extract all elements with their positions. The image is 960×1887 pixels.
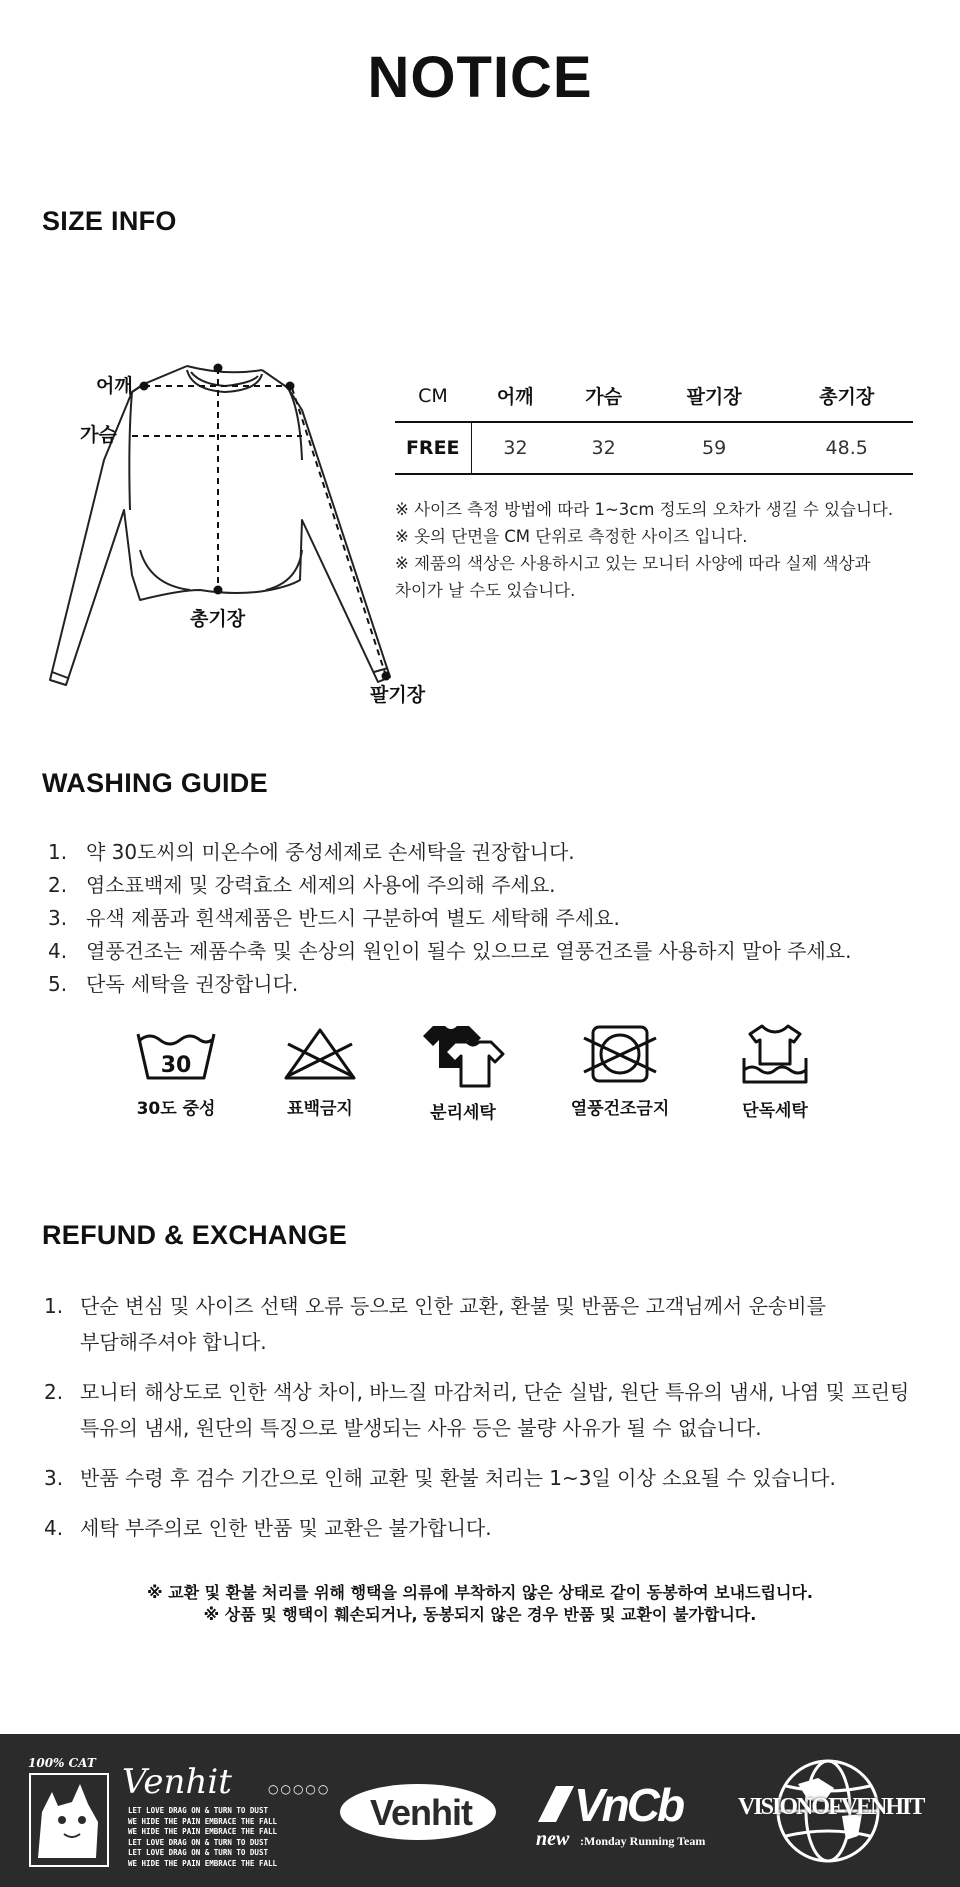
- slash-mark-icon: [536, 1784, 576, 1824]
- logo-100-cat: 100% CAT Venhit ○○○○○ LET LOVE DRAG ON & TURN TO DUST WE HIDE THE PAIN EMBRACE THE FALL WE HIDE THE PAIN EMBRACE THE FALL LET LOVE DRAG ON & TURN TO DUST LET LOVE DRAG ON & TURN TO DUST WE HIDE THE PAIN EMBRACE THE FALL: [28, 1756, 331, 1868]
- size-note: ※ 옷의 단면을 CM 단위로 측정한 사이즈 입니다.: [395, 527, 748, 546]
- cat-illustration-icon: [28, 1772, 110, 1868]
- wash-30-icon: [134, 1024, 218, 1084]
- list-item: 2. 염소표백제 및 강력효소 세제의 사용에 주의해 주세요.: [48, 873, 556, 897]
- size-note: ※ 제품의 색상은 사용하시고 있는 모니터 사양에 따라 실제 색상과: [395, 554, 871, 573]
- list-item: 5. 단독 세탁을 권장합니다.: [48, 972, 299, 996]
- list-item: 4. 세탁 부주의로 인한 반품 및 교환은 불가합니다.: [44, 1516, 492, 1540]
- care-item-separate-wash: [383, 1024, 543, 1123]
- care-label: 열풍건조금지: [570, 1099, 670, 1119]
- size-label: FREE: [395, 422, 471, 474]
- chest-value: 32: [591, 437, 616, 459]
- care-icons: [0, 1024, 960, 1134]
- list-item: 3. 유색 제품과 흰색제품은 반드시 구분하여 별도 세탁해 주세요.: [48, 906, 620, 930]
- logo1-script: Venhit: [122, 1762, 232, 1802]
- refund-heading: REFUND & EXCHANGE: [42, 1220, 348, 1250]
- length-value: 48.5: [825, 437, 868, 459]
- logo1-text-block: LET LOVE DRAG ON & TURN TO DUST WE HIDE THE PAIN EMBRACE THE FALL WE HIDE THE PAIN EMBRACE THE FALL LET LOVE DRAG ON & TURN TO DUST LET LOVE DRAG ON & TURN TO DUST WE HIDE THE PAIN EMBRACE THE FALL: [128, 1806, 278, 1868]
- chest-header: 가슴: [585, 386, 622, 408]
- size-info-heading: SIZE INFO: [42, 206, 177, 236]
- care-label: 30도 중성: [136, 1099, 216, 1119]
- size-table-header-row: [395, 370, 913, 422]
- washing-guide-list: [48, 836, 851, 1001]
- list-item: 1. 약 30도씨의 미온수에 중성세제로 손세탁을 권장합니다.: [48, 840, 575, 864]
- shoulder-header: 어깨: [496, 386, 534, 408]
- size-notes: [395, 496, 915, 604]
- refund-note: ※ 교환 및 환불 처리를 위해 행택을 의류에 부착하지 않은 상태로 같이 동봉하여 보내드립니다.: [147, 1583, 813, 1602]
- length-label: 총기장: [190, 608, 246, 630]
- list-item: 4. 열풍건조는 제품수축 및 손상의 원인이 될수 있으므로 열풍건조를 사용하지 말아 주세요.: [48, 939, 852, 963]
- size-table: [395, 370, 913, 475]
- refund-list: [44, 1288, 924, 1560]
- care-item-no-tumble-dry: [540, 1024, 700, 1119]
- logo-venhit: Venhit: [338, 1780, 504, 1844]
- unit-header: CM: [418, 384, 448, 407]
- sleeve-label: 팔기장: [370, 684, 426, 706]
- wash-temp: 30: [160, 1053, 192, 1078]
- logo-vision-of-venhit: VISIONOFVENHIT: [738, 1756, 918, 1866]
- care-item-wash-30: [96, 1024, 256, 1119]
- care-item-wash-alone: [695, 1024, 855, 1121]
- refund-notes: [0, 1582, 960, 1626]
- care-label: 단독세탁: [742, 1101, 808, 1121]
- care-label: 표백금지: [287, 1099, 353, 1119]
- logo1-dots: ○○○○○: [268, 1782, 331, 1796]
- refund-note: ※ 상품 및 행택이 훼손되거나, 동봉되지 않은 경우 반품 및 교환이 불가합니다.: [203, 1605, 757, 1624]
- separate-wash-icon: [421, 1024, 505, 1088]
- list-item: 1. 단순 변심 및 사이즈 선택 오류 등으로 인한 교환, 환불 및 반품은 고객님께서 운송비를 부담해주셔야 합니다.: [44, 1294, 826, 1354]
- length-header: 총기장: [819, 386, 875, 408]
- sleeve-value: 59: [702, 437, 727, 459]
- care-label: 분리세탁: [430, 1103, 496, 1123]
- page-title: NOTICE: [367, 45, 593, 110]
- chest-label: 가슴: [80, 424, 117, 446]
- table-row: [395, 422, 913, 474]
- shoulder-value: 32: [503, 437, 528, 459]
- shoulder-label: 어깨: [96, 375, 133, 397]
- no-tumble-dry-icon: [580, 1024, 660, 1084]
- size-note: ※ 사이즈 측정 방법에 따라 1~3cm 정도의 오차가 생길 수 있습니다.: [395, 500, 894, 519]
- size-note: 차이가 날 수도 있습니다.: [395, 581, 576, 600]
- logo-vncb: VnCb new :Monday Running Team: [536, 1779, 706, 1850]
- care-item-no-bleach: [240, 1024, 400, 1119]
- sleeve-header: 팔기장: [686, 386, 742, 408]
- no-bleach-icon: [280, 1024, 360, 1084]
- wash-alone-icon: [740, 1024, 810, 1086]
- footer-logos: [0, 1734, 960, 1887]
- list-item: 2. 모니터 해상도로 인한 색상 차이, 바느질 마감처리, 단순 실밥, 원단 특유의 냄새, 나염 및 프린팅 특유의 냄새, 원단의 특징으로 발생되는 사유 등은 불량 사유가 될 수 없습니다.: [44, 1380, 910, 1440]
- list-item: 3. 반품 수령 후 검수 기간으로 인해 교환 및 환불 처리는 1~3일 이상 소요될 수 있습니다.: [44, 1466, 836, 1490]
- washing-guide-heading: WASHING GUIDE: [42, 768, 268, 798]
